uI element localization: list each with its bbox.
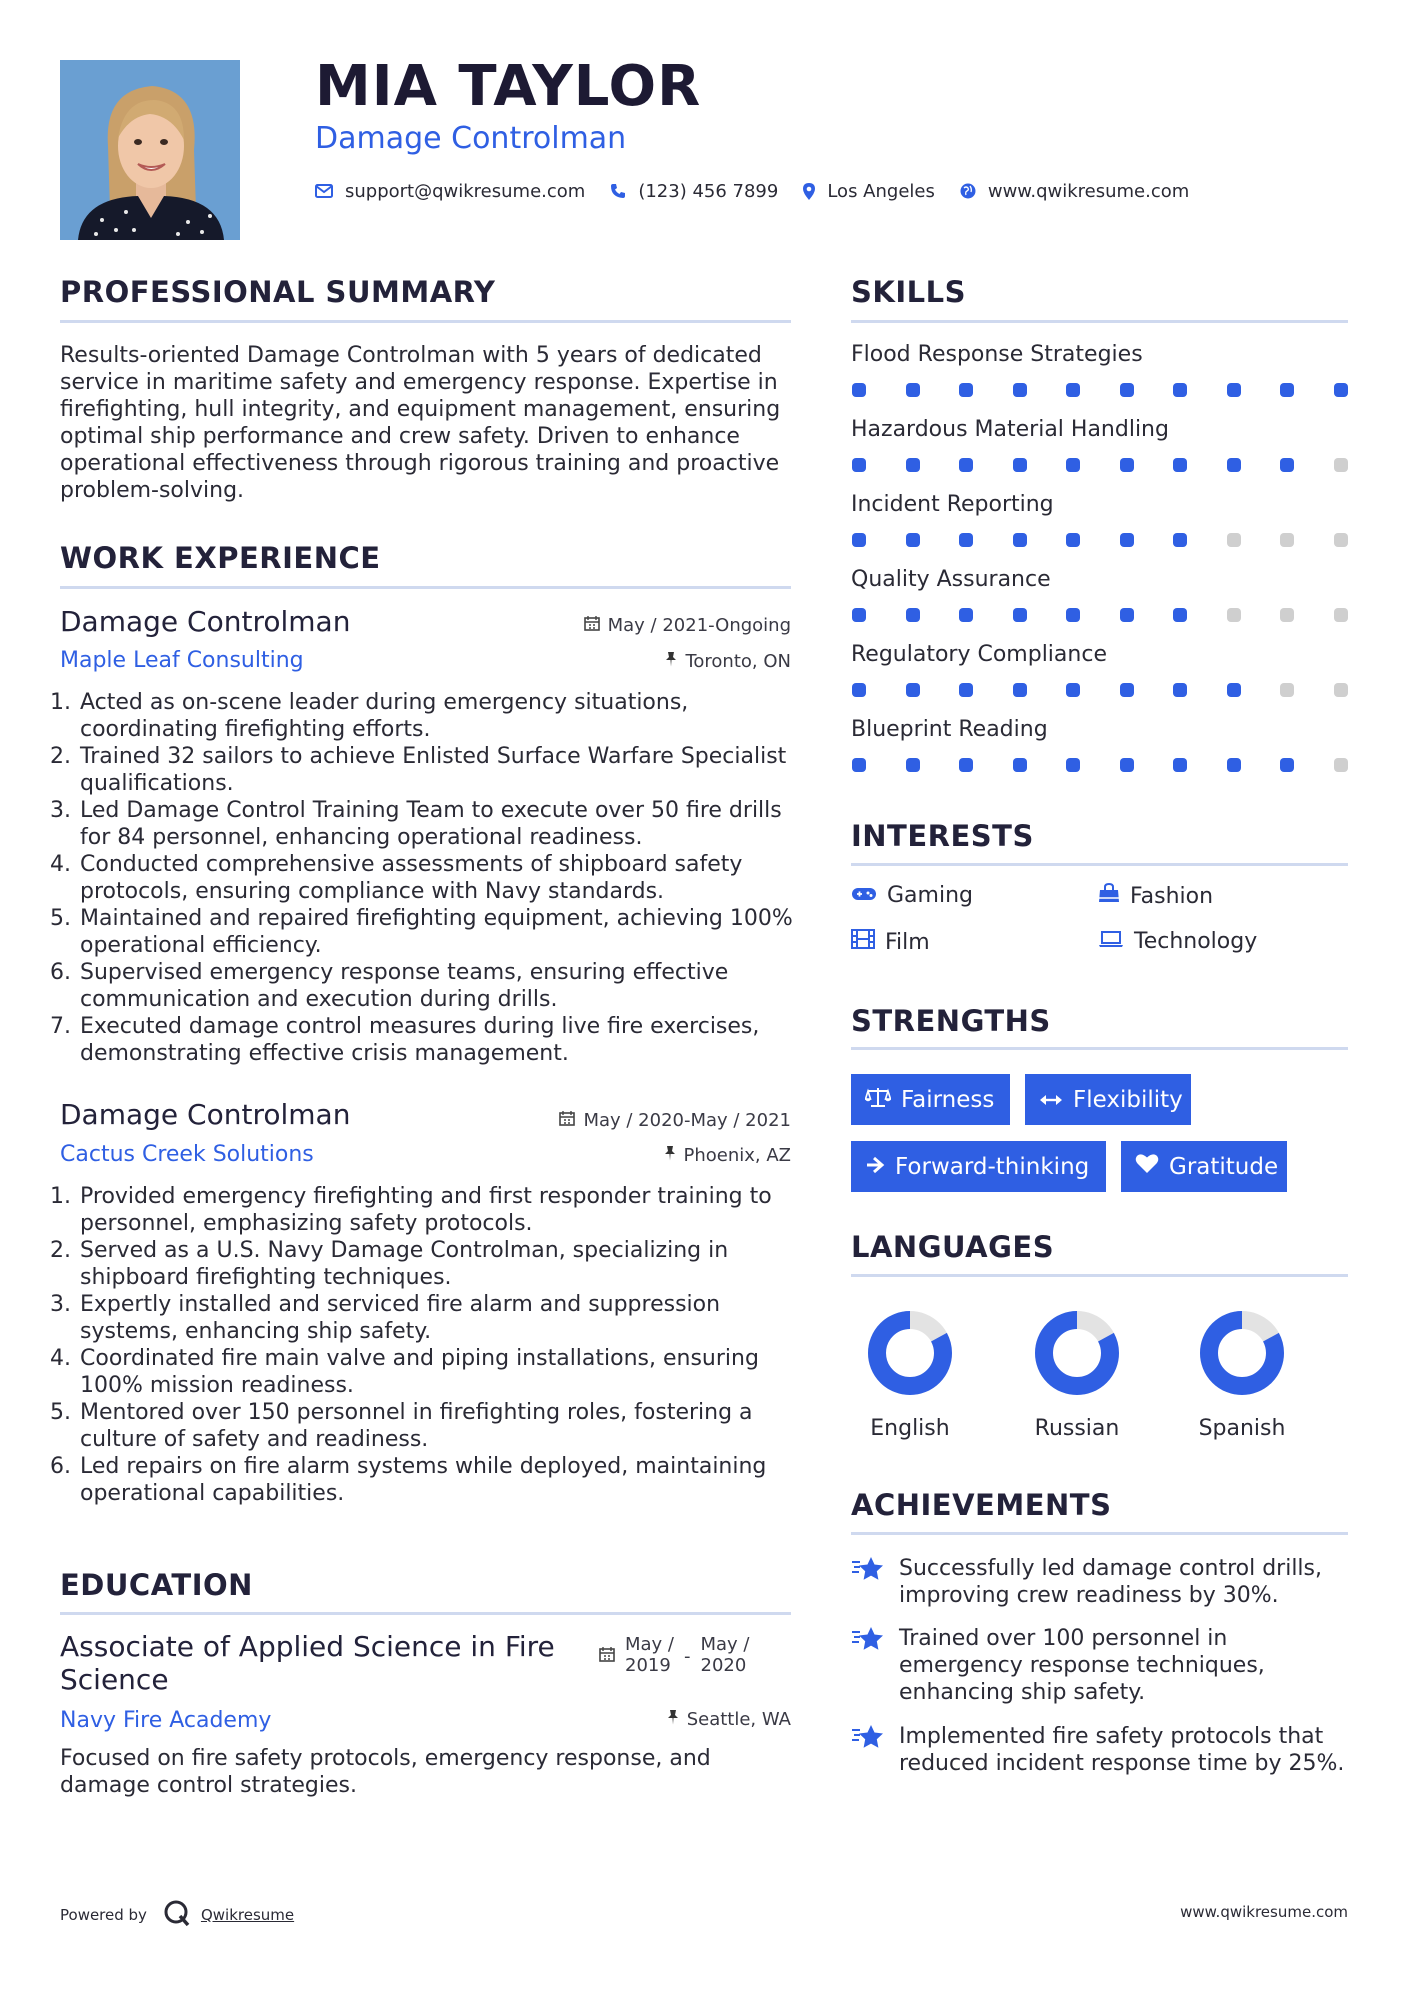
skill-name: Blueprint Reading xyxy=(851,717,1048,742)
skill-dot-filled xyxy=(959,533,973,547)
job-bullet: 4. Coordinated fire main valve and piping installations, ensuring 100% mission readiness. xyxy=(78,1345,813,1399)
language-label: Spanish xyxy=(1198,1416,1286,1441)
education-heading: EDUCATION xyxy=(60,1568,253,1602)
skill-rating xyxy=(852,758,1348,772)
interest-label: Fashion xyxy=(1130,883,1214,909)
interests-rule xyxy=(851,863,1348,866)
achievement-item xyxy=(851,1625,1349,1706)
pushpin-icon xyxy=(667,1709,679,1730)
gamepad-icon xyxy=(851,883,877,908)
skill-dot-filled xyxy=(1066,608,1080,622)
skill-dot-filled xyxy=(852,758,866,772)
skill-dot-filled xyxy=(1066,758,1080,772)
job-bullets xyxy=(60,1183,813,1507)
interest-item xyxy=(851,883,973,908)
qwikresume-link[interactable]: Qwikresume xyxy=(200,1906,295,1924)
pushpin-icon xyxy=(665,651,677,672)
job-bullet: 2. Served as a U.S. Navy Damage Controlman, specializing in shipboard firefighting techniques. xyxy=(78,1237,813,1291)
job-company: Cactus Creek Solutions xyxy=(60,1142,314,1167)
calendar-icon xyxy=(599,1634,615,1676)
strength-label: Fairness xyxy=(901,1086,995,1113)
skill-name: Regulatory Compliance xyxy=(851,642,1107,667)
skill-dot-empty xyxy=(1227,608,1241,622)
skill-dot-filled xyxy=(1013,758,1027,772)
language-ring xyxy=(1162,1307,1322,1403)
candidate-job-title: Damage Controlman xyxy=(315,121,627,156)
languages-heading: LANGUAGES xyxy=(851,1230,1055,1264)
interest-label: Technology xyxy=(1134,929,1258,954)
skill-name: Quality Assurance xyxy=(851,567,1051,592)
skill-dot-filled xyxy=(852,608,866,622)
map-marker-icon xyxy=(803,183,815,200)
contact-email[interactable]: support@qwikresume.com xyxy=(345,180,586,202)
job-bullet: 2. Trained 32 sailors to achieve Enlisted Surface Warfare Specialist qualifications. xyxy=(78,743,813,797)
interest-label: Gaming xyxy=(887,883,973,908)
footer-powered-by xyxy=(60,1899,294,1931)
job-bullet: 5. Maintained and repaired firefighting equipment, achieving 100% operational efficiency. xyxy=(78,905,813,959)
skill-dot-filled xyxy=(1227,758,1241,772)
education-description: Focused on fire safety protocols, emergency response, and damage control strategies. xyxy=(60,1746,711,1798)
skill-dot-filled xyxy=(1013,683,1027,697)
job-location-text: Phoenix, AZ xyxy=(683,1145,791,1166)
job-bullet: 3. Led Damage Control Training Team to execute over 50 fire drills for 84 personnel, enhancing operational readiness. xyxy=(78,797,813,851)
strength-badge xyxy=(1025,1074,1191,1125)
education-start-month: May / xyxy=(625,1634,674,1655)
contact-location: Los Angeles xyxy=(827,180,935,202)
skill-dot-filled xyxy=(959,683,973,697)
skill-dot-filled xyxy=(1173,458,1187,472)
interest-item xyxy=(1098,929,1257,954)
skill-dot-filled xyxy=(1120,608,1134,622)
language-ring xyxy=(830,1307,990,1403)
strength-label: Gratitude xyxy=(1169,1153,1279,1180)
skill-dot-filled xyxy=(906,533,920,547)
strengths-heading: STRENGTHS xyxy=(851,1004,1051,1038)
skill-dot-filled xyxy=(1120,458,1134,472)
contact-phone[interactable]: (123) 456 7899 xyxy=(638,180,779,202)
skill-dot-filled xyxy=(1173,608,1187,622)
phone-icon xyxy=(610,183,626,199)
skill-dot-filled xyxy=(1013,383,1027,397)
skill-dot-filled xyxy=(959,383,973,397)
experience-rule xyxy=(60,586,791,589)
skill-dot-filled xyxy=(959,758,973,772)
footer-website[interactable]: www.qwikresume.com xyxy=(1180,1903,1348,1921)
strengths-rule xyxy=(851,1047,1348,1050)
education-school: Navy Fire Academy xyxy=(60,1708,272,1733)
profile-photo xyxy=(60,60,240,240)
skill-name: Incident Reporting xyxy=(851,492,1054,517)
strength-badge xyxy=(851,1141,1106,1192)
job-title: Damage Controlman xyxy=(60,605,351,638)
achievement-text: Implemented fire safety protocols that reduced incident response time by 25%. xyxy=(899,1724,1345,1776)
calendar-icon xyxy=(559,1110,575,1131)
job-date-text: May / 2021-Ongoing xyxy=(607,615,791,636)
job-bullet: 6. Supervised emergency response teams, ensuring effective communication and execution during drills. xyxy=(78,959,813,1013)
skill-rating xyxy=(852,458,1348,472)
job-bullet: 5. Mentored over 150 personnel in firefighting roles, fostering a culture of safety and readiness. xyxy=(78,1399,813,1453)
film-icon xyxy=(851,929,875,955)
skill-dot-filled xyxy=(906,383,920,397)
skill-dot-empty xyxy=(1280,608,1294,622)
envelope-icon xyxy=(315,184,333,198)
skill-rating xyxy=(852,533,1348,547)
strength-badge xyxy=(1121,1141,1287,1192)
skill-dot-filled xyxy=(959,608,973,622)
skill-dot-filled xyxy=(852,683,866,697)
job-bullet: 3. Expertly installed and serviced fire alarm and suppression systems, enhancing ship safety. xyxy=(78,1291,813,1345)
candidate-name: MIA TAYLOR xyxy=(315,54,702,119)
skills-rule xyxy=(851,320,1348,323)
powered-by-label: Powered by xyxy=(60,1906,147,1924)
date-separator: - xyxy=(684,1646,691,1667)
skill-dot-filled xyxy=(1013,608,1027,622)
skill-dot-filled xyxy=(906,758,920,772)
skill-dot-filled xyxy=(1280,383,1294,397)
skill-dot-filled xyxy=(852,458,866,472)
arrow-right-icon xyxy=(865,1154,885,1180)
skill-dot-filled xyxy=(1066,683,1080,697)
interest-label: Film xyxy=(885,929,930,955)
globe-icon xyxy=(960,183,976,199)
strength-badge xyxy=(851,1074,1010,1125)
calendar-icon xyxy=(584,615,600,636)
job-location-text: Toronto, ON xyxy=(685,651,791,672)
skill-dot-filled xyxy=(1280,758,1294,772)
arrows-horizontal-icon xyxy=(1039,1087,1063,1113)
skill-rating xyxy=(852,683,1348,697)
education-degree: Associate of Applied Science in Fire Science xyxy=(60,1630,555,1696)
language-label: English xyxy=(870,1416,950,1441)
job-date xyxy=(559,1110,791,1131)
job-date xyxy=(584,615,791,636)
balance-scale-icon xyxy=(865,1086,891,1114)
interest-item xyxy=(851,929,930,955)
job-location xyxy=(664,1145,792,1166)
achievement-item xyxy=(851,1555,1349,1609)
skill-dot-filled xyxy=(1173,383,1187,397)
skill-dot-filled xyxy=(1334,383,1348,397)
skill-dot-empty xyxy=(1280,683,1294,697)
skill-dot-empty xyxy=(1334,683,1348,697)
education-start xyxy=(625,1634,674,1676)
job-bullet: 6. Led repairs on fire alarm systems while deployed, maintaining operational capabilities. xyxy=(78,1453,813,1507)
interest-item xyxy=(1098,883,1213,909)
skill-dot-filled xyxy=(1120,533,1134,547)
skill-dot-empty xyxy=(1334,608,1348,622)
job-date-text: May / 2020-May / 2021 xyxy=(583,1110,791,1131)
skill-dot-empty xyxy=(1334,458,1348,472)
skill-dot-filled xyxy=(906,683,920,697)
skill-dot-filled xyxy=(1227,683,1241,697)
languages-rule xyxy=(851,1274,1348,1277)
skill-dot-empty xyxy=(1280,533,1294,547)
job-company: Maple Leaf Consulting xyxy=(60,648,304,673)
qwikresume-logo-icon xyxy=(163,1899,191,1931)
job-location xyxy=(665,651,791,672)
skill-dot-empty xyxy=(1334,533,1348,547)
star-icon xyxy=(851,1625,885,1657)
education-location-text: Seattle, WA xyxy=(686,1709,791,1730)
achievements-rule xyxy=(851,1532,1348,1535)
education-start-year: 2019 xyxy=(625,1655,671,1676)
skill-dot-filled xyxy=(906,608,920,622)
job-bullet: 1. Acted as on-scene leader during emergency situations, coordinating firefighting efforts. xyxy=(78,689,813,743)
education-location xyxy=(667,1709,791,1730)
achievement-text: Trained over 100 personnel in emergency response techniques, enhancing ship safety. xyxy=(899,1626,1265,1705)
skill-dot-empty xyxy=(1227,533,1241,547)
skill-rating xyxy=(852,608,1348,622)
skill-dot-filled xyxy=(1227,458,1241,472)
pushpin-icon xyxy=(664,1145,676,1166)
skill-dot-filled xyxy=(1066,458,1080,472)
job-bullet: 4. Conducted comprehensive assessments of shipboard safety protocols, ensuring compliance with Navy standards. xyxy=(78,851,813,905)
education-end-year: 2020 xyxy=(700,1655,747,1676)
skills-heading: SKILLS xyxy=(851,275,966,309)
skill-dot-filled xyxy=(1120,383,1134,397)
summary-rule xyxy=(60,320,791,323)
skill-dot-filled xyxy=(1173,533,1187,547)
achievement-text: Successfully led damage control drills, improving crew readiness by 30%. xyxy=(899,1556,1322,1608)
skill-dot-filled xyxy=(1066,533,1080,547)
education-end xyxy=(701,1634,750,1676)
contact-website[interactable]: www.qwikresume.com xyxy=(987,180,1190,202)
strength-label: Forward-thinking xyxy=(895,1153,1090,1180)
skill-dot-filled xyxy=(852,533,866,547)
achievement-item xyxy=(851,1723,1349,1777)
interests-heading: INTERESTS xyxy=(851,819,1034,853)
heart-icon xyxy=(1135,1153,1159,1180)
skill-dot-filled xyxy=(906,458,920,472)
skill-dot-filled xyxy=(1013,458,1027,472)
contact-bar xyxy=(315,178,1214,204)
job-bullet: 1. Provided emergency firefighting and first responder training to personnel, emphasizing safety protocols. xyxy=(78,1183,813,1237)
skill-name: Hazardous Material Handling xyxy=(851,417,1169,442)
education-rule xyxy=(60,1612,791,1615)
shopping-bag-icon xyxy=(1098,883,1120,909)
summary-heading: PROFESSIONAL SUMMARY xyxy=(60,275,496,309)
job-bullet: 7. Executed damage control measures during live fire exercises, demonstrating effective crisis management. xyxy=(78,1013,813,1067)
skill-dot-filled xyxy=(1173,683,1187,697)
skill-dot-filled xyxy=(1120,683,1134,697)
education-dates xyxy=(599,1634,750,1676)
job-bullets xyxy=(60,689,813,1067)
language-ring xyxy=(997,1307,1157,1403)
language-label: Russian xyxy=(1034,1416,1120,1441)
summary-text: Results-oriented Damage Controlman with 5 years of dedicated service in maritime safety and emergency response. Expertise in firefighting, hull integrity, and equipment management, ensuring optimal ship performance and crew safety. Driven to enhance operational effectiveness through rigorous training and proactive problem-solving. xyxy=(60,343,781,503)
skill-dot-filled xyxy=(1280,458,1294,472)
education-end-month: May / xyxy=(700,1634,750,1655)
laptop-icon xyxy=(1098,929,1124,954)
skill-dot-filled xyxy=(959,458,973,472)
strength-label: Flexibility xyxy=(1073,1086,1183,1113)
star-icon xyxy=(851,1555,885,1587)
skill-dot-filled xyxy=(1013,533,1027,547)
skill-dot-empty xyxy=(1334,758,1348,772)
star-icon xyxy=(851,1723,885,1755)
achievements-heading: ACHIEVEMENTS xyxy=(851,1488,1112,1522)
skill-dot-filled xyxy=(1120,758,1134,772)
skill-dot-filled xyxy=(1227,383,1241,397)
experience-heading: WORK EXPERIENCE xyxy=(60,541,381,575)
job-title: Damage Controlman xyxy=(60,1098,351,1131)
skill-dot-filled xyxy=(852,383,866,397)
skill-name: Flood Response Strategies xyxy=(851,342,1143,367)
skill-dot-filled xyxy=(1173,758,1187,772)
skill-rating xyxy=(852,383,1348,397)
skill-dot-filled xyxy=(1066,383,1080,397)
